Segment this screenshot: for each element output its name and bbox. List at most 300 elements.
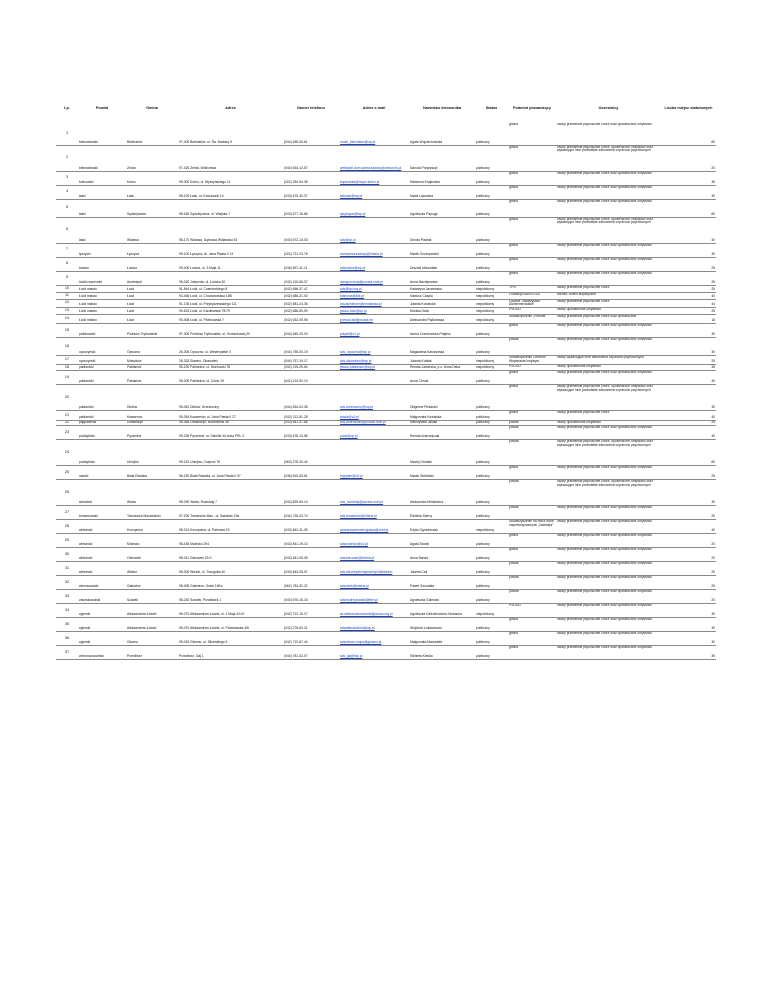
cell-adres: 95-070 Aleksandrów Łódzki, ul. Piotrkowska 4/8 (178, 618, 283, 632)
cell-powiat: poddębicki (78, 440, 126, 466)
table-row (56, 371, 716, 385)
cell-status: niepubliczny (475, 285, 508, 292)
cell-adres: 91-844 Łódź, ul. Czarnieckiego 8 (178, 285, 283, 292)
cell-podmiot: gmina (508, 185, 556, 199)
cell-uczestnicy: osoby upośledzone umysłowo (556, 308, 661, 315)
cell-kierownik: Zbigniew Piekarski (409, 385, 475, 411)
cell-status: publiczny (475, 590, 508, 604)
cell-telefon: (024) 254-94-35 (283, 171, 339, 185)
cell-email (339, 308, 409, 315)
cell-telefon: (044) 726-03-74 (283, 506, 339, 520)
row-number: 18 (56, 365, 78, 371)
row-number: 17 (56, 356, 78, 365)
table-row (56, 534, 716, 548)
cell-status: niepubliczny (475, 299, 508, 308)
cell-email (339, 480, 409, 506)
cell-miejsca: 40 (661, 292, 716, 299)
email-link[interactable]: stowarzyszenieinicjatyw@onet.pl (340, 528, 389, 533)
cell-miejsca: 40 (661, 217, 716, 243)
email-link[interactable]: kopiewska@mops.kutno.pl (340, 179, 380, 184)
cell-adres: 93-466 Łódź, ul. Chocianowska 18B (178, 292, 283, 299)
cell-powiat: pabianicki (78, 411, 126, 421)
cell-status: niepubliczny (475, 520, 508, 534)
cell-powiat: Łódź miasto (78, 285, 126, 292)
email-link[interactable]: sdsostrowek@interia.pl (340, 556, 375, 561)
cell-podmiot: gmina (508, 534, 556, 548)
cell-uczestnicy: osoby przewlekle psychicznie chore oraz upośledzone umysłowo (556, 562, 661, 576)
cell-kierownik: Małgorzata Marczałek (409, 632, 475, 646)
cell-status: publiczny (475, 466, 508, 480)
cell-adres: 91-130 Łódź, ul. Przybyszewskiego 111 (178, 299, 283, 308)
email-link[interactable]: sds_opoczno@wp.pl (340, 350, 371, 355)
cell-uczestnicy: osoby przewlekle psychicznie chore, upośledzone umysłowo oraz wykazujące inne przewlekłe zaburzenia czynności psychicznych (556, 217, 661, 243)
cell-powiat: zgierski (78, 604, 126, 618)
cell-telefon: (063) 278-40-40 (283, 440, 339, 466)
cell-uczestnicy: osoby przewlekle psychicznie chore oraz upośledzone umysłowo (556, 604, 661, 618)
table-row (56, 590, 716, 604)
cell-kierownik: Dorota Pawlak (409, 217, 475, 243)
cell-email (339, 506, 409, 520)
cell-email (339, 411, 409, 421)
row-number: 29 (56, 534, 78, 548)
cell-gmina: Łódź (126, 285, 178, 292)
cell-adres: 99-210 Uniejów, Czepów 78 (178, 440, 283, 466)
row-number: 20 (56, 385, 78, 411)
cell-uczestnicy: osoby przewlekle psychicznie chore, upośledzone umysłowo oraz wykazujące inne przewlekłe zaburzenia czynności psychicznych (556, 480, 661, 506)
cell-kierownik: Wojciech Łukasiewicz (409, 618, 475, 632)
cell-powiat: tomaszowski (78, 506, 126, 520)
cell-miejsca: 20 (661, 590, 716, 604)
cell-status: publiczny (475, 185, 508, 199)
cell-uczestnicy: osoby przewlekle psychicznie chore (556, 285, 661, 292)
table-body (56, 123, 716, 660)
cell-email (339, 285, 409, 292)
cell-uczestnicy: osoby przewlekle psychicznie chore oraz upośledzone umysłowo (556, 243, 661, 257)
cell-podmiot: powiat (508, 506, 556, 520)
cell-kierownik: Agnieszka Dziedzinowicz-Nowacka (409, 604, 475, 618)
email-link[interactable]: sds.olszowiec@wp.pl (340, 359, 372, 364)
cell-gmina: Sędziejowice (126, 199, 178, 217)
header-powiat: Powiat (95, 105, 109, 110)
email-link[interactable]: sds@lipi.org.pl (340, 286, 362, 291)
email-link[interactable]: psouu.pabianice@wp.pl (340, 365, 376, 370)
cell-status: publiczny (475, 217, 508, 243)
cell-gmina: Łódź (126, 315, 178, 324)
cell-powiat: rawski (78, 466, 126, 480)
cell-gmina: Pabianice (126, 371, 178, 385)
cell-powiat: wieruszowski (78, 576, 126, 590)
cell-gmina: Kutno (126, 171, 178, 185)
cell-uczestnicy: osoby przewlekle psychicznie chore oraz upośledzone umysłowo (556, 185, 661, 199)
table-row (56, 632, 716, 646)
cell-uczestnicy: osoby przewlekle psychicznie chore oraz upośledzone umysłowo (556, 171, 661, 185)
cell-kierownik: Anna Banaś (409, 548, 475, 562)
email-link[interactable]: brgrpsbr@o2.pl (340, 474, 363, 479)
email-link[interactable]: sds.drzewociny@op.pl (340, 405, 374, 410)
cell-podmiot: gmina (508, 199, 556, 217)
cell-powiat: kutnowski (78, 171, 126, 185)
cell-status: publiczny (475, 646, 508, 660)
email-link[interactable]: psouu.lodz@op.pl (340, 309, 367, 314)
row-number: 22 (56, 421, 78, 426)
cell-miejsca: 30 (661, 385, 716, 411)
email-link[interactable]: sds.bobrowniki@poczta.onet.pl (340, 420, 386, 425)
cell-gmina: Aleksandrów Łódzki (126, 618, 178, 632)
cell-adres: 90-523 Łódź, ul. Karolewska 75/79 (178, 308, 283, 315)
cell-telefon: (046) 815-83-61 (283, 466, 339, 480)
cell-status: publiczny (475, 371, 508, 385)
cell-adres: 95-200 Pabianice, ul. Ciche 29 (178, 371, 283, 385)
cell-kierownik: Iwona Czechowska-Prajbss (409, 324, 475, 338)
cell-status: publiczny (475, 199, 508, 217)
cell-podmiot: gmina (508, 217, 556, 243)
cell-podmiot: gmina (508, 548, 556, 562)
cell-email (339, 356, 409, 365)
email-link[interactable]: sds.tomaszow@interia.pl (340, 514, 377, 519)
row-number: 33 (56, 590, 78, 604)
cell-adres: 98-355 Działoszyn, Bobrowniki 36 (178, 421, 283, 426)
cell-kierownik: Paweł Gzondala (409, 576, 475, 590)
table-row (56, 576, 716, 590)
cell-telefon: (042) 710-67-44 (283, 632, 339, 646)
cell-gmina: Ostrówek (126, 548, 178, 562)
cell-miejsca: 40 (661, 426, 716, 440)
facilities-table (56, 93, 716, 660)
email-link[interactable]: sdsmokrsko@o2.pl (340, 542, 369, 547)
cell-kierownik: Mariusz Czapla (409, 292, 475, 299)
cell-podmiot: gmina (508, 618, 556, 632)
cell-podmiot: Stowarzyszenie „Pomost” (508, 315, 556, 324)
cell-adres: 97-300 Piotrków Trybunalski, ul. Orzeszkowej 20 (178, 324, 283, 338)
cell-podmiot: gmina (508, 257, 556, 271)
email-link[interactable]: sdsmodrzykowski@tlen.pl (340, 598, 378, 603)
cell-kierownik: Marek Szczepański (409, 243, 475, 257)
table-row (56, 548, 716, 562)
email-link[interactable]: sdsrobocz.mops@glowno.pl (340, 640, 382, 645)
header-podmiot: Podmiot prowadzący (513, 105, 551, 110)
email-link[interactable]: prkpsf@o2.pl (340, 332, 360, 337)
cell-kierownik: Jolanta Kordacka (409, 299, 475, 308)
table-row (56, 299, 716, 308)
cell-powiat: poddębicki (78, 426, 126, 440)
header-gmina: Gmina (146, 105, 158, 110)
cell-adres: 97-200 Tomaszów Maz., ul. Sabatów 19a (178, 506, 283, 520)
cell-email (339, 145, 409, 171)
row-number: 19 (56, 371, 78, 385)
row-number: 12 (56, 299, 78, 308)
cell-miejsca: 30 (661, 324, 716, 338)
cell-podmiot: gmina (508, 646, 556, 660)
cell-podmiot: PSOUU (508, 365, 556, 371)
cell-miejsca: 60 (661, 440, 716, 466)
cell-miejsca: 25 (661, 421, 716, 426)
cell-powiat: opoczyński (78, 356, 126, 365)
row-number: 23 (56, 426, 78, 440)
table-row (56, 480, 716, 506)
email-link[interactable]: low.alzheimer@neostrada.pl (340, 302, 382, 307)
cell-status: publiczny (475, 576, 508, 590)
cell-adres: 98-290 Warta, Rożdżały 7 (178, 480, 283, 506)
cell-kierownik: Danuta Przybyszył (409, 145, 475, 171)
cell-kierownik: Elżbieta Sierny (409, 506, 475, 520)
cell-email (339, 371, 409, 385)
cell-adres: 95-081 Dłutów, Drzewociny (178, 385, 283, 411)
cell-kierownik: Marianna Krajewska (409, 171, 475, 185)
cell-uczestnicy: osoby przewlekle psychicznie chore, upośledzone umysłowo oraz wykazujące inne przewlekłe zaburzenia czynności psychicznych (556, 385, 661, 411)
table-row (56, 604, 716, 618)
cell-status: niepubliczny (475, 308, 508, 315)
cell-podmiot: Łódzkie Towarzystwo Alzheimerowskie (508, 299, 556, 308)
table-row (56, 618, 716, 632)
table-row (56, 285, 716, 292)
header-uczestnicy: Uczestnicy (598, 105, 619, 110)
cell-podmiot: Stowarzyszenie Centrum Wspierania Inicjatyw (508, 356, 556, 365)
cell-kierownik: Anna Chrust (409, 371, 475, 385)
cell-podmiot: TPN (508, 285, 556, 292)
cell-kierownik: Agata Wojciechowska (409, 123, 475, 145)
cell-podmiot: PSOUU (508, 308, 556, 315)
cell-miejsca: 25 (661, 576, 716, 590)
cell-telefon: (043) 675-30-37 (283, 185, 339, 199)
cell-email (339, 243, 409, 257)
cell-uczestnicy: osoby przewlekle psychicznie chore oraz upośledzone umysłowo (556, 271, 661, 285)
email-link[interactable]: sds.dla.niepelnosprawnych@wielun (340, 570, 393, 575)
cell-email (339, 271, 409, 285)
cell-uczestnicy: osoby wykazujące inne zaburzenia czynności psychicznych (556, 356, 661, 365)
cell-powiat: łódzki wschodni (78, 271, 126, 285)
cell-kierownik: Maria Lipowska (409, 185, 475, 199)
cell-email (339, 199, 409, 217)
cell-email (339, 466, 409, 480)
cell-email (339, 123, 409, 145)
cell-email (339, 185, 409, 199)
cell-podmiot: powiat (508, 421, 556, 426)
cell-email (339, 590, 409, 604)
cell-kierownik: Maciej Grubski (409, 440, 475, 466)
cell-powiat: łaski (78, 217, 126, 243)
cell-miejsca: 30 (661, 632, 716, 646)
cell-adres: 97-400 Bełchatów, ul. Św. Barbary 5 (178, 123, 283, 145)
cell-miejsca: 20 (661, 534, 716, 548)
cell-podmiot: PSOUU (508, 604, 556, 618)
cell-adres: 98-311 Ostrówek 93 D (178, 548, 283, 562)
cell-telefon: (024) 721-23-76 (283, 243, 339, 257)
cell-kierownik: Edyta Ogrodniczak (409, 520, 475, 534)
email-link[interactable]: mosir_belchatow@op.pl (340, 139, 376, 144)
cell-gmina: Szadek (126, 590, 178, 604)
cell-status: niepubliczny (475, 356, 508, 365)
email-link[interactable]: domsamorzadowy@interia.pl (340, 251, 383, 256)
cell-email (339, 385, 409, 411)
cell-gmina: Tomaszów Mazowiecki (126, 506, 178, 520)
cell-powiat: sieradzki (78, 480, 126, 506)
email-link[interactable]: sjeglogort@wp.pl (340, 211, 366, 216)
email-link[interactable]: sdsks@o2.pl (340, 415, 359, 420)
cell-telefon: (042) 276-60-21 (283, 618, 339, 632)
cell-podmiot: gmina (508, 632, 556, 646)
email-link[interactable]: sdsosiek@interia.pl (340, 584, 369, 589)
cell-gmina: Galewice (126, 576, 178, 590)
cell-powiat: pajęczański (78, 421, 126, 426)
header-status: Status (485, 105, 498, 110)
cell-status: publiczny (475, 243, 508, 257)
cell-status: publiczny (475, 145, 508, 171)
cell-email (339, 440, 409, 466)
cell-kierownik: Renata Andrzejczak (409, 426, 475, 440)
cell-powiat: łaski (78, 185, 126, 199)
email-link[interactable]: biamusa@klik.pl (340, 293, 365, 298)
table-row (56, 257, 716, 271)
row-number: 13 (56, 308, 78, 315)
cell-gmina: Warta (126, 480, 178, 506)
email-link[interactable]: pomost.sd@poczta.fm (340, 318, 373, 323)
cell-status: publiczny (475, 632, 508, 646)
email-link[interactable]: sds_rozdzaly@poczta.onet.pl (340, 500, 384, 505)
cell-telefon: (042) 632-09-98 (283, 315, 339, 324)
cell-uczestnicy: osoby przewlekle psychicznie chore oraz upośledzone umysłowo (556, 520, 661, 534)
cell-telefon: (043) 841-37-66 (283, 421, 339, 426)
row-number: 24 (56, 440, 78, 466)
cell-kierownik: Renata Jasterska, p.o. Anna Deka (409, 365, 475, 371)
cell-kierownik: Jolanta Kubiak (409, 356, 475, 365)
cell-email (339, 618, 409, 632)
cell-powiat: Łódź miasto (78, 299, 126, 308)
cell-podmiot: gmina (508, 466, 556, 480)
cell-kierownik: Agata Słowik (409, 534, 475, 548)
email-link[interactable]: ksbtask@wp.pl (340, 193, 363, 198)
table-row (56, 315, 716, 324)
cell-telefon: (042) 215-65-37 (283, 271, 339, 285)
cell-gmina: Uniejów (126, 440, 178, 466)
table-row (56, 171, 716, 185)
cell-powiat: zduńskowolski (78, 590, 126, 604)
cell-uczestnicy: osoby przewlekle psychicznie chore, upośledzone umysłowo oraz wykazujące inne przewlekłe zaburzenia czynności psychicznych (556, 145, 661, 171)
cell-powiat: pabianicki (78, 371, 126, 385)
row-number: 36 (56, 632, 78, 646)
cell-miejsca: 30 (661, 618, 716, 632)
table-row (56, 411, 716, 421)
cell-podmiot: Stowarzyszenie na rzecz osób niepełnosprawnych „Nadzieja” (508, 520, 556, 534)
cell-telefon: (043) 842-41-05 (283, 520, 339, 534)
cell-miejsca: 25 (661, 308, 716, 315)
table-row (56, 562, 716, 576)
cell-uczestnicy: osoby przewlekle psychicznie chore (556, 411, 661, 421)
cell-email (339, 604, 409, 618)
cell-kierownik: Agnieszka Gołmata (409, 590, 475, 604)
cell-telefon: (044) 635-06-61 (283, 123, 339, 145)
header-kierownik: Nazwisko kierownika (423, 105, 461, 110)
cell-uczestnicy: osoby przewlekle psychicznie chore oraz upośledzone umysłowo (556, 506, 661, 520)
email-link[interactable]: domgorniony@poczta.onet.pl (340, 279, 383, 284)
row-number: 10 (56, 285, 78, 292)
cell-telefon: (044) 634-12-57 (283, 145, 339, 171)
row-number: 32 (56, 576, 78, 590)
cell-status: publiczny (475, 506, 508, 520)
cell-miejsca: 35 (661, 171, 716, 185)
cell-miejsca: 25 (661, 271, 716, 285)
cell-gmina: Przedbórz (126, 646, 178, 660)
cell-uczestnicy: osoby przewlekle psychicznie chore oraz upośledzone umysłowo (556, 548, 661, 562)
row-number: 6 (56, 217, 78, 243)
email-link[interactable]: pods@op.pl (340, 434, 358, 439)
header-telefon: Numer telefonu (297, 105, 325, 110)
email-link[interactable]: sds@op.pl (340, 237, 356, 242)
row-number: 21 (56, 411, 78, 421)
cell-kierownik: Jolanta Cioł (409, 562, 475, 576)
row-number: 4 (56, 185, 78, 199)
cell-email (339, 576, 409, 590)
email-link[interactable]: sds_gaj@wp.pl (340, 654, 363, 659)
table-row (56, 520, 716, 534)
cell-uczestnicy: osoby przewlekle psychicznie chore (556, 299, 661, 308)
cell-email (339, 171, 409, 185)
email-link[interactable]: websiote-dom.samorzadowy@zelow.nk.pl (340, 165, 402, 170)
cell-gmina: Opoczno (126, 338, 178, 356)
cell-kierownik: Aleksandra Mińkiewicz (409, 480, 475, 506)
cell-gmina: Łódź (126, 292, 178, 299)
cell-miejsca: 20 (661, 145, 716, 171)
cell-uczestnicy: osoby przewlekle psychicznie chore oraz upośledzone umysłowo (556, 632, 661, 646)
cell-podmiot: gmina (508, 243, 556, 257)
cell-adres: 98-313 Konopnica, ul. Parkowa 19 (178, 520, 283, 534)
cell-telefon: (042) 686-21-00 (283, 292, 339, 299)
cell-gmina: Łask (126, 185, 178, 199)
cell-miejsca: 25 (661, 285, 716, 292)
cell-uczestnicy: osoby przewlekle psychicznie chore oraz upośledzone umysłowo (556, 371, 661, 385)
cell-email (339, 324, 409, 338)
header-miejsca: Liczba miejsc statutowych (664, 105, 713, 110)
cell-kierownik: Anna Maciejewska (409, 271, 475, 285)
cell-status: publiczny (475, 562, 508, 576)
cell-gmina: Biała Rawska (126, 466, 178, 480)
cell-adres: 95-200 Pabianice, ul. Moniuszki 78 (178, 365, 283, 371)
table-row (56, 356, 716, 365)
cell-adres: 95-015 Głowno, ul. Sikorskiego 5 (178, 632, 283, 646)
cell-adres: 95-070 Aleksandrów Łódzki, ul. 1 Maja 42/47 (178, 604, 283, 618)
cell-status: niepubliczny (475, 604, 508, 618)
cell-uczestnicy: osoby przewlekle psychicznie chore oraz upośledzone umysłowo (556, 590, 661, 604)
cell-miejsca: 30 (661, 185, 716, 199)
email-link[interactable]: sdsaleksandrow@wp.pl (340, 626, 375, 631)
row-number: 9 (56, 271, 78, 285)
cell-podmiot: Fundacja NAVICULA (508, 292, 556, 299)
cell-email (339, 338, 409, 356)
cell-uczestnicy: osoby przewlekle psychicznie chore oraz upośledzone umysłowo (556, 338, 661, 356)
table-header-row (56, 93, 716, 123)
cell-telefon: (044) 649-29-03 (283, 324, 339, 338)
cell-email (339, 548, 409, 562)
cell-kierownik: Agnieszka Papuga (409, 199, 475, 217)
cell-telefon: (043) 829-60-10 (283, 480, 339, 506)
cell-podmiot: gmina (508, 371, 556, 385)
cell-kierownik: Aleksandra Piątkowska (409, 315, 475, 324)
cell-telefon: (044) 757-19-17 (283, 356, 339, 365)
cell-adres: 99-235 Pęczniew, ul. Osiedle 40-lecia PRL 4 (178, 426, 283, 440)
cell-podmiot: gmina (508, 271, 556, 285)
cell-miejsca: 35 (661, 365, 716, 371)
table-row (56, 243, 716, 257)
table-row (56, 466, 716, 480)
cell-miejsca: 40 (661, 520, 716, 534)
email-link[interactable]: sdslowicz@wp.pl (340, 265, 366, 270)
cell-miejsca: 18 (661, 315, 716, 324)
table-row (56, 123, 716, 145)
cell-miejsca: 30 (661, 604, 716, 618)
email-link[interactable]: sk.aleksandrowlodzki@psouu.org.pl (340, 612, 393, 617)
cell-podmiot: gmina (508, 171, 556, 185)
cell-uczestnicy: osoby przewlekle psychicznie chore, upośledzone umysłowo oraz wykazujące inne przewlekłe zaburzenia czynności psychicznych (556, 440, 661, 466)
cell-gmina: Dłutów (126, 385, 178, 411)
